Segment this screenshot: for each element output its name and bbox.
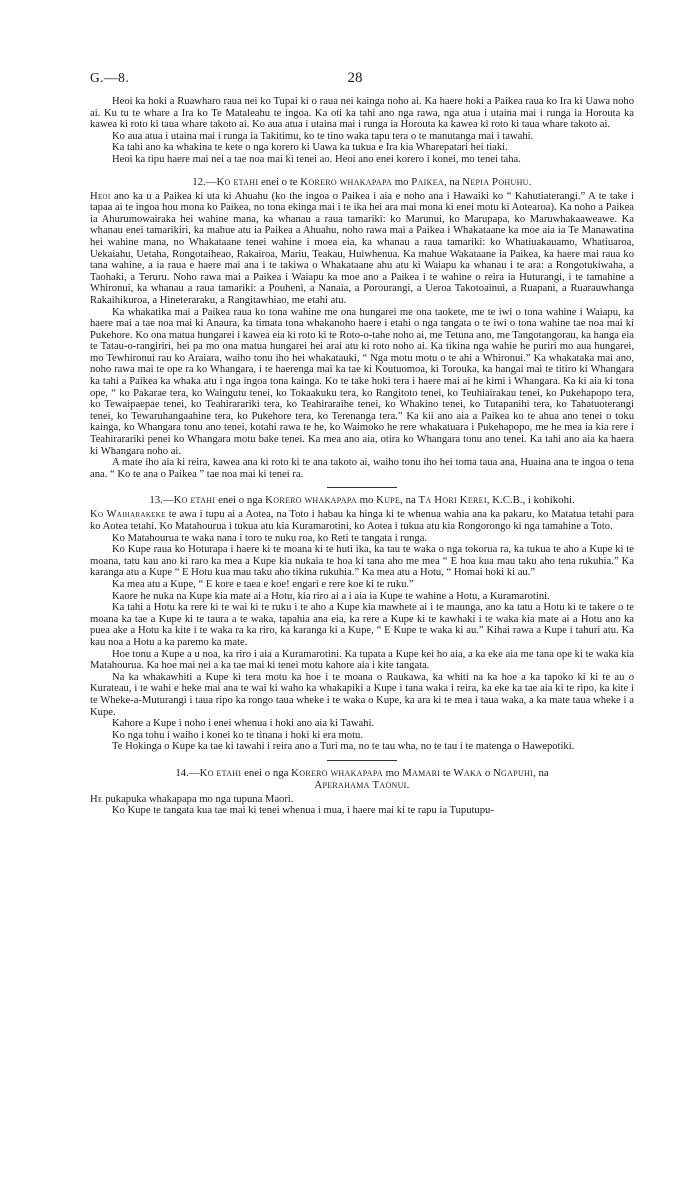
paragraph: Kahore a Kupe i noho i enei whenua i hoki ano aia ki Tawahi.: [112, 718, 375, 730]
page-body: [90, 96, 634, 817]
section-12-body: [90, 191, 634, 481]
paragraph: Ka whakatika mai a Paikea raua ko tona wahine me ona hungarei me ona taokete, me te iwi o tona wahine i Waiapu, ka haere mai a tae noa mai ki Anaura, ka timata tona whakanoho haere i etahi o nga tangata o te iwi o tona wahine tae noa mai ki Pukehore. Ko ona matua hungarei i kawea eia ki roto ki te Roto-o-tahe noho ai, me Tetuna ano, me Tangotangorau, ka hanga eia te Tatau-o-rangiriri, hei pa mo ona matua hungarei hei arai atu ki roto noho ai. Ka tikina nga wahie he puriri mo aua hungarei, mo Tewhironui rau ko Araiara, waiho tonu iho hei whakatauki, “ Nga motu motu o te ahi a Whironui.” Ka whakataka mai ano, noho rawa mai te ope ra ko Whangara, i te haerenga mai ka tae ki Koutuomoa, ki Torouka, ka hangai mai te titiro ki Whangara ka tahi a Paikea ka whaka atu i nga ingoa tona kainga. Ko te take hoki tera i haere mai ai he kimi i Whangara. Ka ki aia ki tona ope, “ ko Pakarae tera, ko Waingutu tenei, ko Tokaakuku tera, ko Rangitoto tenei, ko Teuhiairakau tenei, ko Pukehapopo tera, ko Tewaipaepae tenei, ko Teahirarariki tera, ko Teahiraraihe tenei, ko Whakino tenei, ko Tutapanihi tera, ko Tahatuoterangi tenei, ko Tewaruhangaahine tera, ko Pukehore tera, ko Terenanga tera.” Ka kii ano aia a Paikea ko te ahua ano tenei o toku kainga, ko Whangara tonu ano tenei, kotahi rawa te he, ko Waimoko he rere whakatuara i Pukehapopo, me he mea ia kia rere i Teahirarariki penei ko Whangara motu bake tenei. Ka mea ano aia, otira ko Whangara tonu ano tenei. Ka tahi ano aia ka haera ki Whangara noho ai.: [90, 306, 634, 457]
section-14-body: [90, 794, 634, 817]
paragraph: Ko Waiharakeke te awa i tupu ai a Aotea, na Toto i habau ka hinga ki te whenua wahia ana ka pakaru, ko Matatua tetahi para ko Aotea tetahi. Ko Matahourua i tukua atu kia Kuramarotini, ko Aotea i tukua atu kia Rongorongo ki nga tamahine a Toto.: [90, 509, 635, 532]
paragraph: He pukapuka whakapapa mo nga tupuna Maori.: [90, 793, 294, 805]
paragraph: Te Hokinga o Kupe ka tae ki tawahi i reira ano a Turi ma, no te tau wha, no te tau i te matenga o Hawepotiki.: [112, 741, 575, 753]
page-number: 28: [347, 70, 363, 86]
paragraph: Ko aua atua i utaina mai i runga ia Takitimu, ko te tino waka tapu tera o te manutanga mai i tawahi.: [112, 130, 534, 142]
paragraph: Ka tahi ano ka whakina te kete o nga korero ki Uawa ka tukua e Ira kia Wharepatari hei tiaki.: [112, 142, 508, 154]
lead-word: He: [90, 793, 103, 805]
paragraph: Ko Kupe te tangata kua tae mai ki tenei whenua i mua, i haere mai ki te rapu ia Tuputupu-: [112, 805, 494, 817]
paragraph: Ko Kupe raua ko Hoturapa i haere ki te moana ki te huti ika, ka tau te waka o nga tokorua ra, ka tukua te aho a Kupe ki te moana, tatu kau ano ki raro ka mea a Kupe kia nukaia te hoa ki tana aho me mea “ E hoa kua mau taku aho tena rukuhia.” Ka karanga atu a Kupe “ E Hotu kua mau taku aho tikina rukuhia.” Ka mea atu a Hotu, “ Homai hoki ki au.”: [90, 544, 634, 579]
paragraph: Heoi ano ka u a Paikea ki uta ki Ahuahu (ko the ingoa o Paikea i aia e noho ana i Hawaiki ko “ Kahutiaterangi.” A te take i tapaa ai te ingoa hou mona ko Paikea, no tona ekinga mai i te ika hei ara mai mona ki enei motu ki Aotearoa). Ka noho a Paikea ia Ahurumowairaka hei wahine mana, ka whanau a raua tamariki: ko Marunui, ko Marupapa, ko Maruwhakaaweawe. Ka whanau enei tamarikiri, ka mahue atu ia Paikea a Ahuahu, noho rawa mai a Paikea i Whakataane ka moe aia ia Te Manawatina hei wahine mana, no Whakataane tenei wahine i moea eia, ka whanau a raua tamariki: ko Whatiuakauamo, Whatiuaroa, Uekaiahu, Uetaha, Rongotaiheao, Rakairoa, Mariu, Teakau, Huiwhenua. Ka mahue Wakataane ia Paikea, ka haere mai raua ko tana wahine, a ia raua e haere mai ana i te takiwa o Whakataane ahu atu ki Waiapu ka whanau i te ara: a Rongotukiwaha, a Taohaki, a Teruru. Noho rawa mai a Paikea i Waiapu ka moe ano a Paikea i te wahine o reira ia Huturangi, i te tamahine a Whironui, ka whanau a raua tamariki: a Pouheni, a Nanaia, a Porourangi, a Ueroa Takotoainui, a Ruapani, a Ruarauwhanga Rakaihikuroa, a Hineteraraku, a Rangitawhiao, me etahi atu.: [90, 190, 634, 306]
section-divider: [327, 760, 397, 761]
section-13-heading: 13.—Ko etahi enei o nga Korero whakapapa mo Kupe, na Ta Hori Kerei, K.C.B., i kohikohi.: [149, 494, 575, 507]
paragraph: Heoi ka tipu haere mai nei a tae noa mai ki tenei ao. Heoi ano enei korero i konei, mo tenei taha.: [112, 153, 521, 165]
section-divider: [327, 487, 397, 488]
page-header: [90, 70, 620, 90]
section-13-body: [90, 509, 634, 752]
paragraph: A mate iho aia ki reira, kawea ana ki roto ki te ana takoto ai, waiho tonu iho hei toma taua ana, Huaina ana te ingoa o tena ana. “ Ko te ana o Paikea ” tae noa mai ki tenei ra.: [90, 457, 634, 480]
paragraph: Hoe tonu a Kupe a u noa, ka riro i aia a Kuramarotini. Ka tupata a Kupe kei ho aia, a ka eke aia me tana ope ki te waka kia Matahourua. Ka hoe mai nei a ka tae mai ki tenei motu kahore aia i kite tangata.: [90, 648, 634, 672]
paragraph: Heoi ka hoki a Ruawharo raua nei ko Tupai ki o raua nei kainga noho ai. Ka haere hoki a Paikea raua ko Ira ki Uawa noho ai. Ku tu te whare a Ira ko Te Mataleahu te ingoa. Ka oti ka tahi ano nga rawa, nga atua i utaina mai i runga ia Horouta ka kawea ki roto ki taua whare takoto ai. Ko aua atua i utaina mai i runga ia Horouta ka kawea ki roto ki taua whare takoto ai.: [90, 96, 634, 131]
lead-word: Ko Waiharakeke: [90, 509, 166, 521]
section-12-heading: 12.—Ko etahi enei o te Korero whakapapa mo Paikea, na Nepia Pohuhu.: [192, 175, 532, 188]
paragraph: Ko nga tohu i waiho i konei ko te tinana i hoki ki era motu.: [112, 729, 363, 741]
paragraph: Ko Matahourua te waka nana i toro te nuku roa, ko Reti te tangata i runga.: [112, 532, 428, 544]
lead-word: Heoi: [90, 190, 111, 202]
document-code: G.—8.: [90, 70, 130, 85]
intro-section: [90, 96, 634, 166]
paragraph: Ka mea atu a Kupe, “ E kore e taea e koe! engari e rere koe ki te ruku.”: [112, 578, 414, 590]
paragraph: Ka tahi a Hotu ka rere ki te wai ki te ruku i te aho a Kupe kia mawhete ai i te maunga, ano ka tatu a Hotu ki te takere o te moana ka tae a Kupe ki te taura a te waka, tapahia ana eia, ka rere a Kupe ki te kawhaki i te waka kia mate ai a Hotu ano ka puea ake a Hotu ka kite i te waka ra ka riro, ka karanga ki a Kupe, “ E Kupe te waka ki au.” Kihai rawa a Kupe i tahuri atu. Ka kau noa a Hotu a ka paremo ka mate.: [90, 602, 634, 648]
paragraph: Kaore he nuka na Kupe kia mate ai a Hotu, kia riro ai a i aia ia Kupe te wahine a Hotu, a Kuramarotini.: [112, 590, 550, 602]
section-14-heading: 14.—Ko etahi enei o nga Korero whakapapa mo Mamari te Waka o Ngapuhi, na Aperahama Taonui.: [175, 766, 549, 791]
paragraph: Na ka whakawhiti a Kupe ki tera motu ka hoe i te moana o Raukawa, ka whiti na ka hoe a ka tapoko ki ki te au o Kurateau, i te wahi e heke mai ana te wai ki waho ka whakapiki a Kupe i tana waka i reira, ka eke ka tae aia ki te ripo, ka kite i te Wheke-a-Muturangi i taua ripo ka rongo taua wheke i te waka o Kupe, ka ara ki te mea i taua waka, a ka mate taua wheke i a Kupe.: [90, 671, 634, 718]
